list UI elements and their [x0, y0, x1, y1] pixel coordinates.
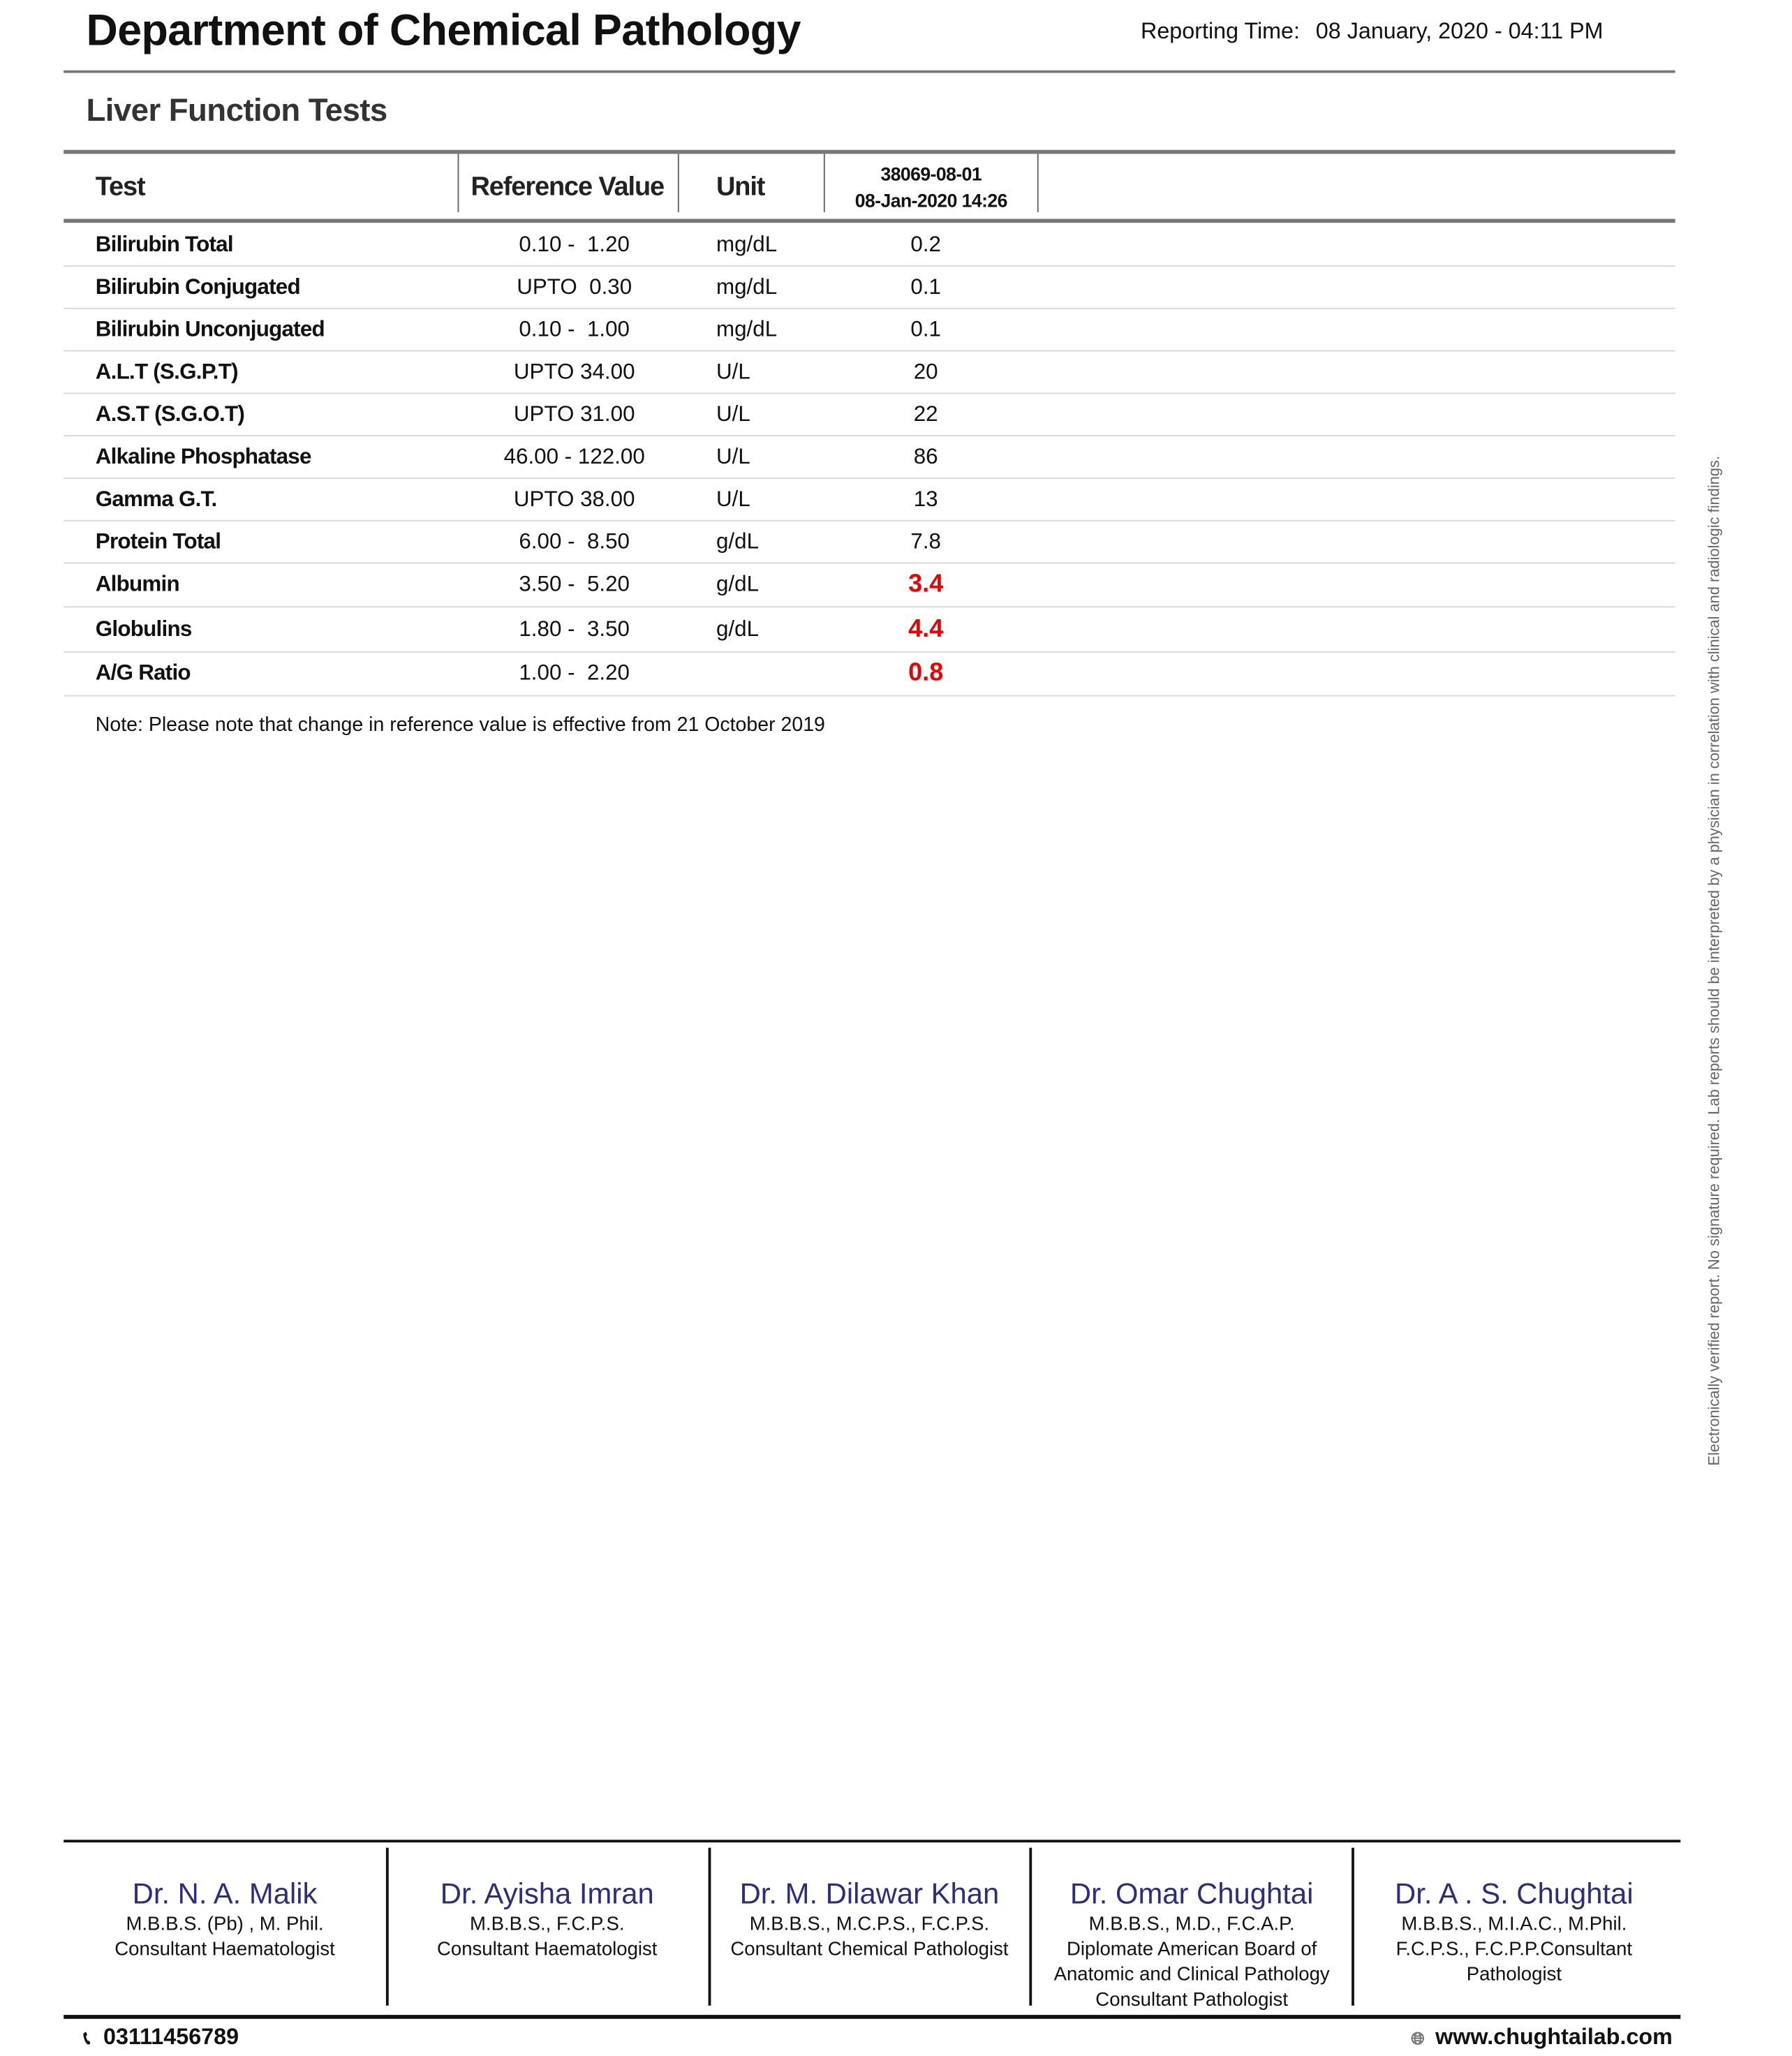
reference-value: UPTO 38.00: [513, 487, 635, 511]
phone-contact: [84, 2024, 239, 2050]
unit: mg/dL: [716, 274, 778, 299]
test-name: Albumin: [95, 572, 179, 597]
doctor-card: [1353, 1876, 1675, 1989]
table-row: [64, 224, 1675, 267]
test-name: A.S.T (S.G.O.T): [95, 401, 245, 426]
reporting-time-label: Reporting Time:: [1141, 18, 1300, 44]
reference-value: 0.10 - 1.20: [519, 232, 630, 256]
test-name: Protein Total: [95, 529, 221, 554]
reference-value: 0.10 - 1.00: [519, 317, 630, 341]
table-row: [64, 436, 1675, 479]
table-row: [64, 653, 1675, 697]
table-row: [64, 394, 1675, 436]
result-value: 86: [913, 444, 938, 468]
result-value: 0.1: [910, 274, 941, 299]
website-link[interactable]: www.chughtailab.com: [1435, 2024, 1673, 2050]
footer-divider: [64, 1840, 1680, 1842]
divider: [64, 219, 1675, 223]
reference-value: UPTO 34.00: [513, 359, 635, 384]
doctor-card: [64, 1876, 386, 1963]
reference-value: 3.50 - 5.20: [519, 572, 630, 597]
table-row: [64, 564, 1675, 608]
doctor-credential: M.B.B.S. (Pb) , M. Phil.: [126, 1914, 324, 1936]
doctor-name: Dr. N. A. Malik: [132, 1877, 318, 1910]
test-name: Bilirubin Unconjugated: [95, 317, 325, 341]
reporting-time: [1141, 19, 1604, 45]
table-row: [64, 607, 1675, 653]
result-value: 4.4: [908, 614, 944, 643]
doctor-card: [709, 1876, 1031, 1963]
table-row: [64, 309, 1675, 352]
doctor-credential: M.B.B.S., F.C.P.S.: [469, 1914, 625, 1936]
doctor-credential: Anatomic and Clinical Pathology: [1053, 1964, 1330, 1986]
doctor-name: Dr. Ayisha Imran: [440, 1877, 654, 1910]
result-value: 20: [913, 359, 938, 384]
unit: g/dL: [716, 572, 760, 597]
reference-value: 46.00 - 122.00: [503, 444, 645, 468]
column-divider: [458, 154, 459, 212]
unit: U/L: [716, 359, 750, 384]
doctor-credential: M.B.B.S., M.C.P.S., F.C.P.S.: [749, 1914, 990, 1936]
reference-value: UPTO 0.30: [517, 274, 632, 299]
unit: mg/dL: [716, 232, 778, 256]
result-value: 3.4: [908, 570, 944, 598]
table-row: [64, 352, 1675, 394]
doctor-name: Dr. M. Dilawar Khan: [739, 1877, 1000, 1910]
sample-id: 38069-08-01: [880, 163, 982, 185]
reference-value: 6.00 - 8.50: [519, 529, 630, 554]
unit: mg/dL: [716, 317, 778, 341]
reference-value: 1.00 - 2.20: [519, 661, 630, 686]
reporting-time-value: 08 January, 2020 - 04:11 PM: [1315, 18, 1604, 44]
unit: U/L: [716, 444, 750, 468]
reference-value: 1.80 - 3.50: [519, 616, 630, 641]
test-name: A/G Ratio: [95, 661, 191, 686]
doctor-card: [1030, 1876, 1353, 2014]
column-divider: [678, 154, 679, 212]
table-row: [64, 267, 1675, 309]
unit: U/L: [716, 401, 750, 426]
doctor-credential: Pathologist: [1466, 1964, 1562, 1986]
test-name: Gamma G.T.: [95, 487, 217, 511]
phone-number: 03111456789: [103, 2024, 239, 2050]
doctor-name: Dr. A . S. Chughtai: [1395, 1877, 1634, 1910]
test-name: A.L.T (S.G.P.T): [95, 359, 238, 384]
column-header-reference: Reference Value: [471, 172, 665, 202]
divider: [64, 150, 1675, 154]
reference-value: UPTO 31.00: [513, 401, 635, 426]
reference-note: Note: Please note that change in reference value is effective from 21 October 2019: [95, 713, 825, 737]
table-row: [64, 522, 1675, 564]
website-contact: [1411, 2024, 1673, 2050]
doctor-credential: Diplomate American Board of: [1066, 1939, 1317, 1961]
result-value: 0.2: [910, 232, 941, 256]
test-name: Bilirubin Conjugated: [95, 274, 300, 299]
test-name: Alkaline Phosphatase: [95, 444, 311, 468]
verification-notice: Electronically verified report. No signature required. Lab reports should be interpreted by a physician in correlation with clinical and radiologic findings.: [1707, 455, 1724, 1466]
unit: g/dL: [716, 616, 760, 641]
phone-icon: 📞︎: [83, 2027, 91, 2048]
column-divider: [1037, 154, 1039, 212]
footer-divider: [64, 2015, 1680, 2018]
result-value: 0.8: [908, 659, 944, 688]
table-row: [64, 479, 1675, 522]
result-value: 0.1: [910, 317, 941, 341]
test-name: Globulins: [95, 616, 192, 641]
globe-icon: 🌐︎: [1411, 2028, 1425, 2048]
department-title: Department of Chemical Pathology: [86, 5, 801, 54]
column-header-sample: [825, 161, 1037, 214]
doctor-name: Dr. Omar Chughtai: [1069, 1877, 1314, 1910]
doctor-credential: F.C.P.S., F.C.P.P.Consultant: [1395, 1939, 1633, 1961]
unit: g/dL: [716, 529, 760, 554]
result-value: 7.8: [910, 529, 941, 554]
divider: [64, 71, 1675, 73]
section-title: Liver Function Tests: [86, 93, 387, 129]
column-header-unit: Unit: [716, 172, 765, 202]
doctor-credential: M.B.B.S., M.D., F.C.A.P.: [1088, 1914, 1295, 1936]
doctor-credential: Consultant Chemical Pathologist: [730, 1939, 1009, 1961]
doctor-credential: Consultant Pathologist: [1095, 1990, 1288, 2011]
result-value: 13: [913, 487, 938, 511]
unit: U/L: [716, 487, 750, 511]
doctor-credential: Consultant Haematologist: [436, 1939, 658, 1961]
test-name: Bilirubin Total: [95, 232, 233, 256]
sample-date: 08-Jan-2020 14:26: [854, 189, 1007, 212]
doctor-credential: Consultant Haematologist: [114, 1939, 335, 1961]
result-value: 22: [913, 401, 938, 426]
doctor-credential: M.B.B.S., M.I.A.C., M.Phil.: [1401, 1914, 1627, 1936]
doctor-card: [386, 1876, 709, 1963]
column-header-test: Test: [95, 172, 145, 202]
